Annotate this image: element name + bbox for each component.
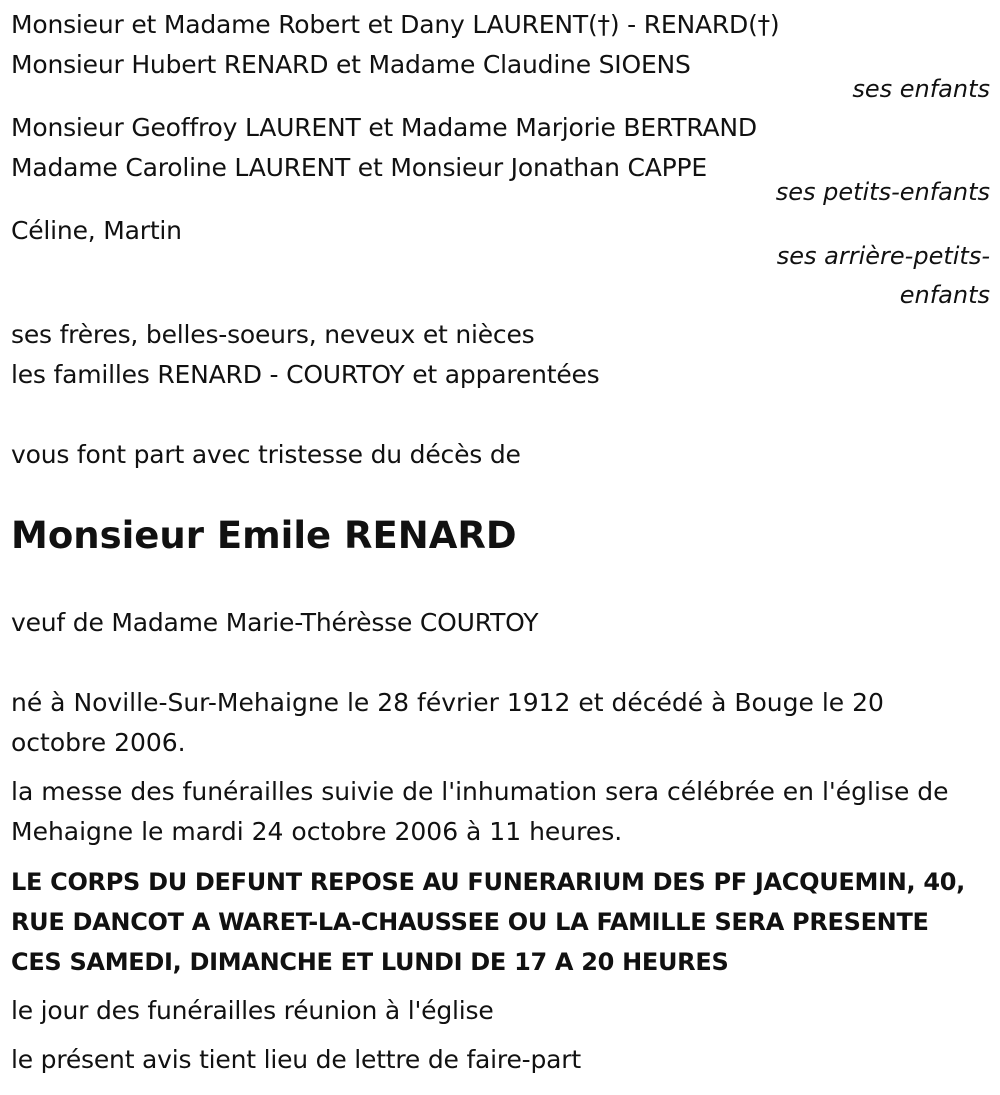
announcement: vous font part avec tristesse du décès de bbox=[11, 440, 521, 469]
children-line-1: Monsieur et Madame Robert et Dany LAURENT(†) - RENARD(†) bbox=[11, 10, 780, 39]
great-grandchildren-label-2: enfants bbox=[899, 281, 990, 309]
relatives-line-1: ses frères, belles-soeurs, neveux et nièces bbox=[11, 320, 535, 349]
grandchildren-label: ses petits-enfants bbox=[775, 178, 990, 206]
grandchildren-line-1: Monsieur Geoffroy LAURENT et Madame Marjorie BERTRAND bbox=[11, 113, 757, 142]
meeting-text: le jour des funérailles réunion à l'église bbox=[11, 996, 494, 1025]
grandchildren-line-2: Madame Caroline LAURENT et Monsieur Jonathan CAPPE bbox=[11, 153, 707, 182]
mass-text: la messe des funérailles suivie de l'inhumation sera célébrée en l'église de Mehaigne le mardi 24 octobre 2006 à 11 heures. bbox=[11, 777, 949, 846]
children-line-2: Monsieur Hubert RENARD et Madame Claudine SIOENS bbox=[11, 50, 691, 79]
deceased-name: Monsieur Emile RENARD bbox=[11, 514, 517, 557]
birth-death-text: né à Noville-Sur-Mehaigne le 28 février 1912 et décédé à Bouge le 20 octobre 2006. bbox=[11, 688, 884, 757]
widower-of: veuf de Madame Marie-Thérèsse COURTOY bbox=[11, 608, 539, 637]
great-grandchildren-label-1: ses arrière-petits- bbox=[776, 242, 990, 270]
funerarium-text: LE CORPS DU DEFUNT REPOSE AU FUNERARIUM DES PF JACQUEMIN, 40, RUE DANCOT A WARET-LA-CHAUSSEE OU LA FAMILLE SERA PRESENTE CES SAMEDI, DIMANCHE ET LUNDI DE 17 A 20 HEURES bbox=[11, 868, 965, 976]
children-label: ses enfants bbox=[852, 75, 990, 103]
notice-text: le présent avis tient lieu de lettre de faire-part bbox=[11, 1045, 581, 1074]
great-grandchildren-line: Céline, Martin bbox=[11, 216, 182, 245]
relatives-line-2: les familles RENARD - COURTOY et apparentées bbox=[11, 360, 600, 389]
